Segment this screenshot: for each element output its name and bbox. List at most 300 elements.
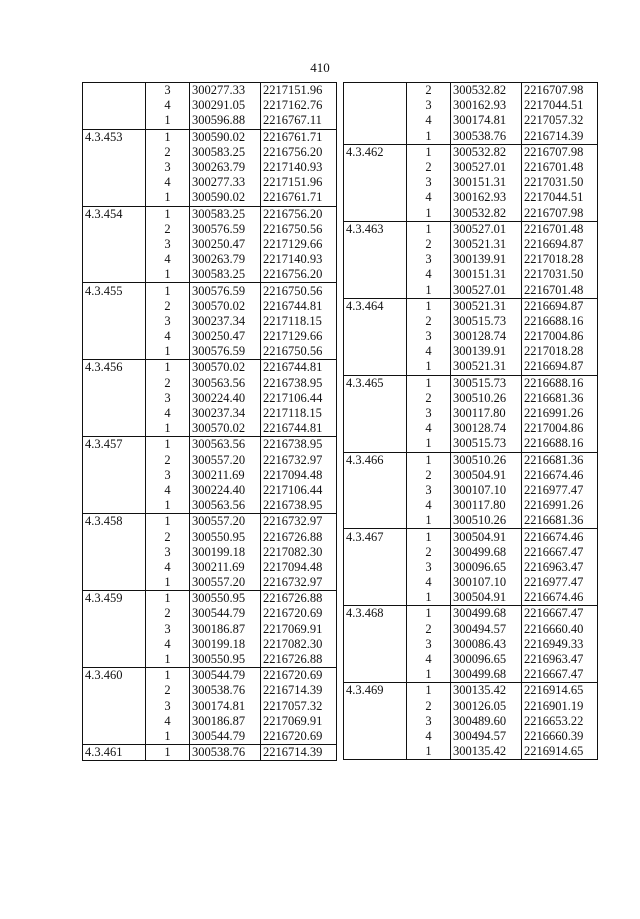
table-row [83,714,337,729]
y-coordinate-cell: 2216694.87 [522,359,598,375]
point-number-cell: 4 [146,98,190,113]
y-coordinate-cell: 2216707.98 [522,144,598,160]
table-row [344,391,598,406]
parcel-id-cell [344,483,407,498]
point-number-cell: 2 [407,545,451,560]
point-number-cell: 3 [146,468,190,483]
x-coordinate-cell: 300596.88 [190,113,261,129]
y-coordinate-cell: 2216750.56 [261,222,337,237]
table-row [344,699,598,714]
y-coordinate-cell: 2216720.69 [261,606,337,621]
y-coordinate-cell: 2217031.50 [522,267,598,282]
parcel-id-cell: 4.3.457 [83,437,146,453]
parcel-id-cell [344,637,407,652]
x-coordinate-cell: 300538.76 [451,129,522,145]
x-coordinate-cell: 300570.02 [190,299,261,314]
y-coordinate-cell: 2217082.30 [261,545,337,560]
table-row [344,375,598,391]
y-coordinate-cell: 2217018.28 [522,344,598,359]
point-number-cell: 1 [146,421,190,437]
coordinate-table-right [343,82,598,760]
x-coordinate-cell: 300128.74 [451,421,522,436]
x-coordinate-cell: 300096.65 [451,560,522,575]
point-number-cell: 1 [146,498,190,514]
x-coordinate-cell: 300557.20 [190,514,261,530]
parcel-id-cell [83,453,146,468]
table-row [83,529,337,544]
x-coordinate-cell: 300557.20 [190,575,261,591]
y-coordinate-cell: 2216949.33 [522,637,598,652]
table-row [83,160,337,175]
point-number-cell: 3 [146,391,190,406]
table-row [344,637,598,652]
table-row [83,83,337,99]
table-row [344,545,598,560]
x-coordinate-cell: 300086.43 [451,637,522,652]
x-coordinate-cell: 300139.91 [451,344,522,359]
parcel-id-cell [344,359,407,375]
parcel-id-cell [344,744,407,760]
table-row [83,729,337,745]
y-coordinate-cell: 2217129.66 [261,329,337,344]
point-number-cell: 1 [146,745,190,761]
point-number-cell: 1 [146,267,190,283]
parcel-id-cell [83,699,146,714]
y-coordinate-cell: 2216738.95 [261,498,337,514]
y-coordinate-cell: 2216767.11 [261,113,337,129]
point-number-cell: 4 [146,252,190,267]
table-row [344,498,598,513]
point-number-cell: 1 [407,513,451,529]
y-coordinate-cell: 2217118.15 [261,314,337,329]
x-coordinate-cell: 300128.74 [451,329,522,344]
table-row [344,237,598,252]
point-number-cell: 1 [407,590,451,606]
parcel-id-cell [83,299,146,314]
table-row [344,468,598,483]
parcel-id-cell [83,575,146,591]
y-coordinate-cell: 2216744.81 [261,299,337,314]
y-coordinate-cell: 2216714.39 [261,683,337,698]
y-coordinate-cell: 2216714.39 [261,745,337,761]
point-number-cell: 1 [407,359,451,375]
y-coordinate-cell: 2216991.26 [522,498,598,513]
y-coordinate-cell: 2216701.48 [522,221,598,237]
table-row [83,237,337,252]
y-coordinate-cell: 2217082.30 [261,637,337,652]
table-row [344,83,598,99]
x-coordinate-cell: 300532.82 [451,206,522,222]
x-coordinate-cell: 300538.76 [190,683,261,698]
point-number-cell: 4 [146,560,190,575]
x-coordinate-cell: 300576.59 [190,283,261,299]
parcel-id-cell [344,714,407,729]
parcel-id-cell [344,652,407,667]
table-row [344,206,598,222]
table-row [344,714,598,729]
point-number-cell: 1 [146,283,190,299]
parcel-id-cell: 4.3.462 [344,144,407,160]
y-coordinate-cell: 2217069.91 [261,622,337,637]
x-coordinate-cell: 300583.25 [190,145,261,160]
parcel-id-cell [83,529,146,544]
table-row [344,160,598,175]
parcel-id-cell [344,267,407,282]
point-number-cell: 3 [146,699,190,714]
point-number-cell: 2 [146,145,190,160]
point-number-cell: 3 [407,483,451,498]
x-coordinate-cell: 300583.25 [190,267,261,283]
x-coordinate-cell: 300532.82 [451,144,522,160]
y-coordinate-cell: 2216914.65 [522,683,598,699]
point-number-cell: 4 [407,421,451,436]
table-row [83,699,337,714]
y-coordinate-cell: 2217151.96 [261,83,337,99]
table-row [83,222,337,237]
x-coordinate-cell: 300199.18 [190,637,261,652]
x-coordinate-cell: 300224.40 [190,483,261,498]
y-coordinate-cell: 2217162.76 [261,98,337,113]
table-row [83,575,337,591]
point-number-cell: 3 [407,329,451,344]
point-number-cell: 4 [146,637,190,652]
point-number-cell: 4 [146,406,190,421]
parcel-id-cell [83,545,146,560]
y-coordinate-cell: 2217057.32 [522,113,598,128]
coordinate-table-left [82,82,337,761]
y-coordinate-cell: 2216667.47 [522,667,598,683]
y-coordinate-cell: 2216681.36 [522,391,598,406]
point-number-cell: 1 [407,683,451,699]
y-coordinate-cell: 2216914.65 [522,744,598,760]
parcel-id-cell [83,175,146,190]
table-row [83,437,337,453]
y-coordinate-cell: 2216707.98 [522,206,598,222]
x-coordinate-cell: 300527.01 [451,221,522,237]
point-number-cell: 1 [407,436,451,452]
table-row [344,606,598,622]
x-coordinate-cell: 300510.26 [451,391,522,406]
parcel-id-cell [83,252,146,267]
parcel-id-cell [344,98,407,113]
x-coordinate-cell: 300570.02 [190,421,261,437]
parcel-id-cell [83,267,146,283]
parcel-id-cell [83,391,146,406]
table-row [344,483,598,498]
parcel-id-cell [83,483,146,498]
point-number-cell: 1 [407,282,451,298]
point-number-cell: 2 [146,606,190,621]
x-coordinate-cell: 300544.79 [190,668,261,684]
y-coordinate-cell: 2216732.97 [261,575,337,591]
point-number-cell: 2 [407,160,451,175]
table-row [344,683,598,699]
x-coordinate-cell: 300250.47 [190,237,261,252]
table-row [344,667,598,683]
table-row [83,745,337,761]
x-coordinate-cell: 300550.95 [190,652,261,668]
x-coordinate-cell: 300224.40 [190,391,261,406]
table-row [83,360,337,376]
parcel-id-cell [83,622,146,637]
table-row [83,113,337,129]
x-coordinate-cell: 300527.01 [451,282,522,298]
y-coordinate-cell: 2216681.36 [522,513,598,529]
y-coordinate-cell: 2216653.22 [522,714,598,729]
x-coordinate-cell: 300186.87 [190,714,261,729]
point-number-cell: 3 [407,98,451,113]
table-row [344,98,598,113]
point-number-cell: 1 [407,144,451,160]
table-row [344,298,598,314]
table-row [83,453,337,468]
x-coordinate-cell: 300499.68 [451,545,522,560]
table-row [83,329,337,344]
parcel-id-cell: 4.3.455 [83,283,146,299]
y-coordinate-cell: 2216701.48 [522,282,598,298]
table-row [344,452,598,468]
table-row [83,283,337,299]
parcel-id-cell [83,606,146,621]
x-coordinate-cell: 300162.93 [451,190,522,205]
y-coordinate-cell: 2216720.69 [261,668,337,684]
table-row [83,468,337,483]
table-row [83,145,337,160]
y-coordinate-cell: 2217106.44 [261,391,337,406]
point-number-cell: 4 [146,714,190,729]
point-number-cell: 2 [146,222,190,237]
x-coordinate-cell: 300291.05 [190,98,261,113]
y-coordinate-cell: 2216901.19 [522,699,598,714]
point-number-cell: 2 [146,529,190,544]
x-coordinate-cell: 300521.31 [451,298,522,314]
y-coordinate-cell: 2217069.91 [261,714,337,729]
table-row [83,175,337,190]
x-coordinate-cell: 300544.79 [190,729,261,745]
x-coordinate-cell: 300499.68 [451,667,522,683]
parcel-id-cell [344,575,407,590]
x-coordinate-cell: 300107.10 [451,483,522,498]
parcel-id-cell [344,129,407,145]
x-coordinate-cell: 300563.56 [190,437,261,453]
x-coordinate-cell: 300590.02 [190,190,261,206]
x-coordinate-cell: 300504.91 [451,590,522,606]
y-coordinate-cell: 2216761.71 [261,129,337,145]
table-row [83,637,337,652]
y-coordinate-cell: 2216701.48 [522,160,598,175]
point-number-cell: 4 [146,329,190,344]
y-coordinate-cell: 2217129.66 [261,237,337,252]
parcel-id-cell [83,113,146,129]
parcel-id-cell [83,729,146,745]
x-coordinate-cell: 300499.68 [451,606,522,622]
parcel-id-cell [344,468,407,483]
parcel-id-cell [83,329,146,344]
parcel-id-cell [83,190,146,206]
parcel-id-cell [83,376,146,391]
y-coordinate-cell: 2217004.86 [522,329,598,344]
x-coordinate-cell: 300510.26 [451,452,522,468]
parcel-id-cell: 4.3.463 [344,221,407,237]
point-number-cell: 3 [146,622,190,637]
y-coordinate-cell: 2216756.20 [261,206,337,222]
point-number-cell: 4 [407,729,451,744]
point-number-cell: 3 [407,714,451,729]
y-coordinate-cell: 2217044.51 [522,98,598,113]
table-row [344,252,598,267]
point-number-cell: 2 [407,391,451,406]
parcel-id-cell [344,206,407,222]
y-coordinate-cell: 2216963.47 [522,560,598,575]
table-row [83,391,337,406]
point-number-cell: 1 [407,206,451,222]
y-coordinate-cell: 2216744.81 [261,421,337,437]
x-coordinate-cell: 300117.80 [451,498,522,513]
point-number-cell: 2 [407,83,451,99]
parcel-id-cell: 4.3.454 [83,206,146,222]
x-coordinate-cell: 300538.76 [190,745,261,761]
parcel-id-cell [83,468,146,483]
point-number-cell: 4 [407,575,451,590]
parcel-id-cell [344,391,407,406]
parcel-id-cell [344,344,407,359]
point-number-cell: 1 [146,668,190,684]
parcel-id-cell [83,652,146,668]
point-number-cell: 1 [146,652,190,668]
x-coordinate-cell: 300107.10 [451,575,522,590]
parcel-id-cell [83,222,146,237]
y-coordinate-cell: 2216674.46 [522,468,598,483]
point-number-cell: 1 [146,206,190,222]
table-row [83,606,337,621]
parcel-id-cell [344,436,407,452]
point-number-cell: 4 [407,344,451,359]
x-coordinate-cell: 300162.93 [451,98,522,113]
x-coordinate-cell: 300527.01 [451,160,522,175]
parcel-id-cell [344,190,407,205]
parcel-id-cell: 4.3.465 [344,375,407,391]
y-coordinate-cell: 2216732.97 [261,514,337,530]
parcel-id-cell [344,699,407,714]
x-coordinate-cell: 300211.69 [190,468,261,483]
page-number: 410 [310,60,330,75]
table-row [83,683,337,698]
y-coordinate-cell: 2217140.93 [261,252,337,267]
point-number-cell: 4 [146,175,190,190]
point-number-cell: 1 [146,575,190,591]
y-coordinate-cell: 2217106.44 [261,483,337,498]
table-row [344,652,598,667]
point-number-cell: 1 [407,452,451,468]
point-number-cell: 3 [146,314,190,329]
table-row [344,421,598,436]
parcel-id-cell [344,237,407,252]
y-coordinate-cell: 2216720.69 [261,729,337,745]
parcel-id-cell [83,560,146,575]
x-coordinate-cell: 300532.82 [451,83,522,99]
x-coordinate-cell: 300550.95 [190,529,261,544]
parcel-id-cell [83,714,146,729]
y-coordinate-cell: 2217044.51 [522,190,598,205]
x-coordinate-cell: 300557.20 [190,453,261,468]
x-coordinate-cell: 300263.79 [190,160,261,175]
y-coordinate-cell: 2217031.50 [522,175,598,190]
point-number-cell: 1 [146,591,190,607]
y-coordinate-cell: 2216660.39 [522,729,598,744]
y-coordinate-cell: 2216732.97 [261,453,337,468]
point-number-cell: 2 [407,699,451,714]
x-coordinate-cell: 300250.47 [190,329,261,344]
point-number-cell: 4 [407,267,451,282]
x-coordinate-cell: 300151.31 [451,175,522,190]
x-coordinate-cell: 300263.79 [190,252,261,267]
x-coordinate-cell: 300237.34 [190,406,261,421]
parcel-id-cell [83,237,146,252]
y-coordinate-cell: 2216977.47 [522,575,598,590]
parcel-id-cell [344,498,407,513]
parcel-id-cell [344,160,407,175]
point-number-cell: 3 [407,252,451,267]
parcel-id-cell [83,98,146,113]
parcel-id-cell [83,83,146,99]
x-coordinate-cell: 300277.33 [190,83,261,99]
y-coordinate-cell: 2216714.39 [522,129,598,145]
point-number-cell: 4 [407,113,451,128]
y-coordinate-cell: 2216674.46 [522,590,598,606]
table-row [344,267,598,282]
parcel-id-cell: 4.3.458 [83,514,146,530]
parcel-id-cell: 4.3.468 [344,606,407,622]
x-coordinate-cell: 300583.25 [190,206,261,222]
y-coordinate-cell: 2216667.47 [522,606,598,622]
x-coordinate-cell: 300211.69 [190,560,261,575]
x-coordinate-cell: 300544.79 [190,606,261,621]
y-coordinate-cell: 2216750.56 [261,344,337,360]
table-row [83,498,337,514]
y-coordinate-cell: 2216688.16 [522,375,598,391]
table-row [344,282,598,298]
parcel-id-cell: 4.3.464 [344,298,407,314]
table-row [83,591,337,607]
y-coordinate-cell: 2217057.32 [261,699,337,714]
point-number-cell: 1 [407,298,451,314]
parcel-id-cell [83,683,146,698]
parcel-id-cell: 4.3.453 [83,129,146,145]
table-row [344,175,598,190]
table-row [83,314,337,329]
y-coordinate-cell: 2216756.20 [261,267,337,283]
y-coordinate-cell: 2216738.95 [261,437,337,453]
point-number-cell: 2 [407,468,451,483]
table-row [83,545,337,560]
table-row [344,113,598,128]
y-coordinate-cell: 2216756.20 [261,145,337,160]
table-row [344,344,598,359]
parcel-id-cell [344,590,407,606]
point-number-cell: 2 [407,237,451,252]
parcel-id-cell [344,314,407,329]
parcel-id-cell: 4.3.459 [83,591,146,607]
point-number-cell: 2 [146,453,190,468]
y-coordinate-cell: 2216726.88 [261,591,337,607]
table-row [83,129,337,145]
x-coordinate-cell: 300139.91 [451,252,522,267]
table-row [83,652,337,668]
y-coordinate-cell: 2216738.95 [261,376,337,391]
parcel-id-cell [344,406,407,421]
parcel-id-cell [83,344,146,360]
parcel-id-cell: 4.3.460 [83,668,146,684]
